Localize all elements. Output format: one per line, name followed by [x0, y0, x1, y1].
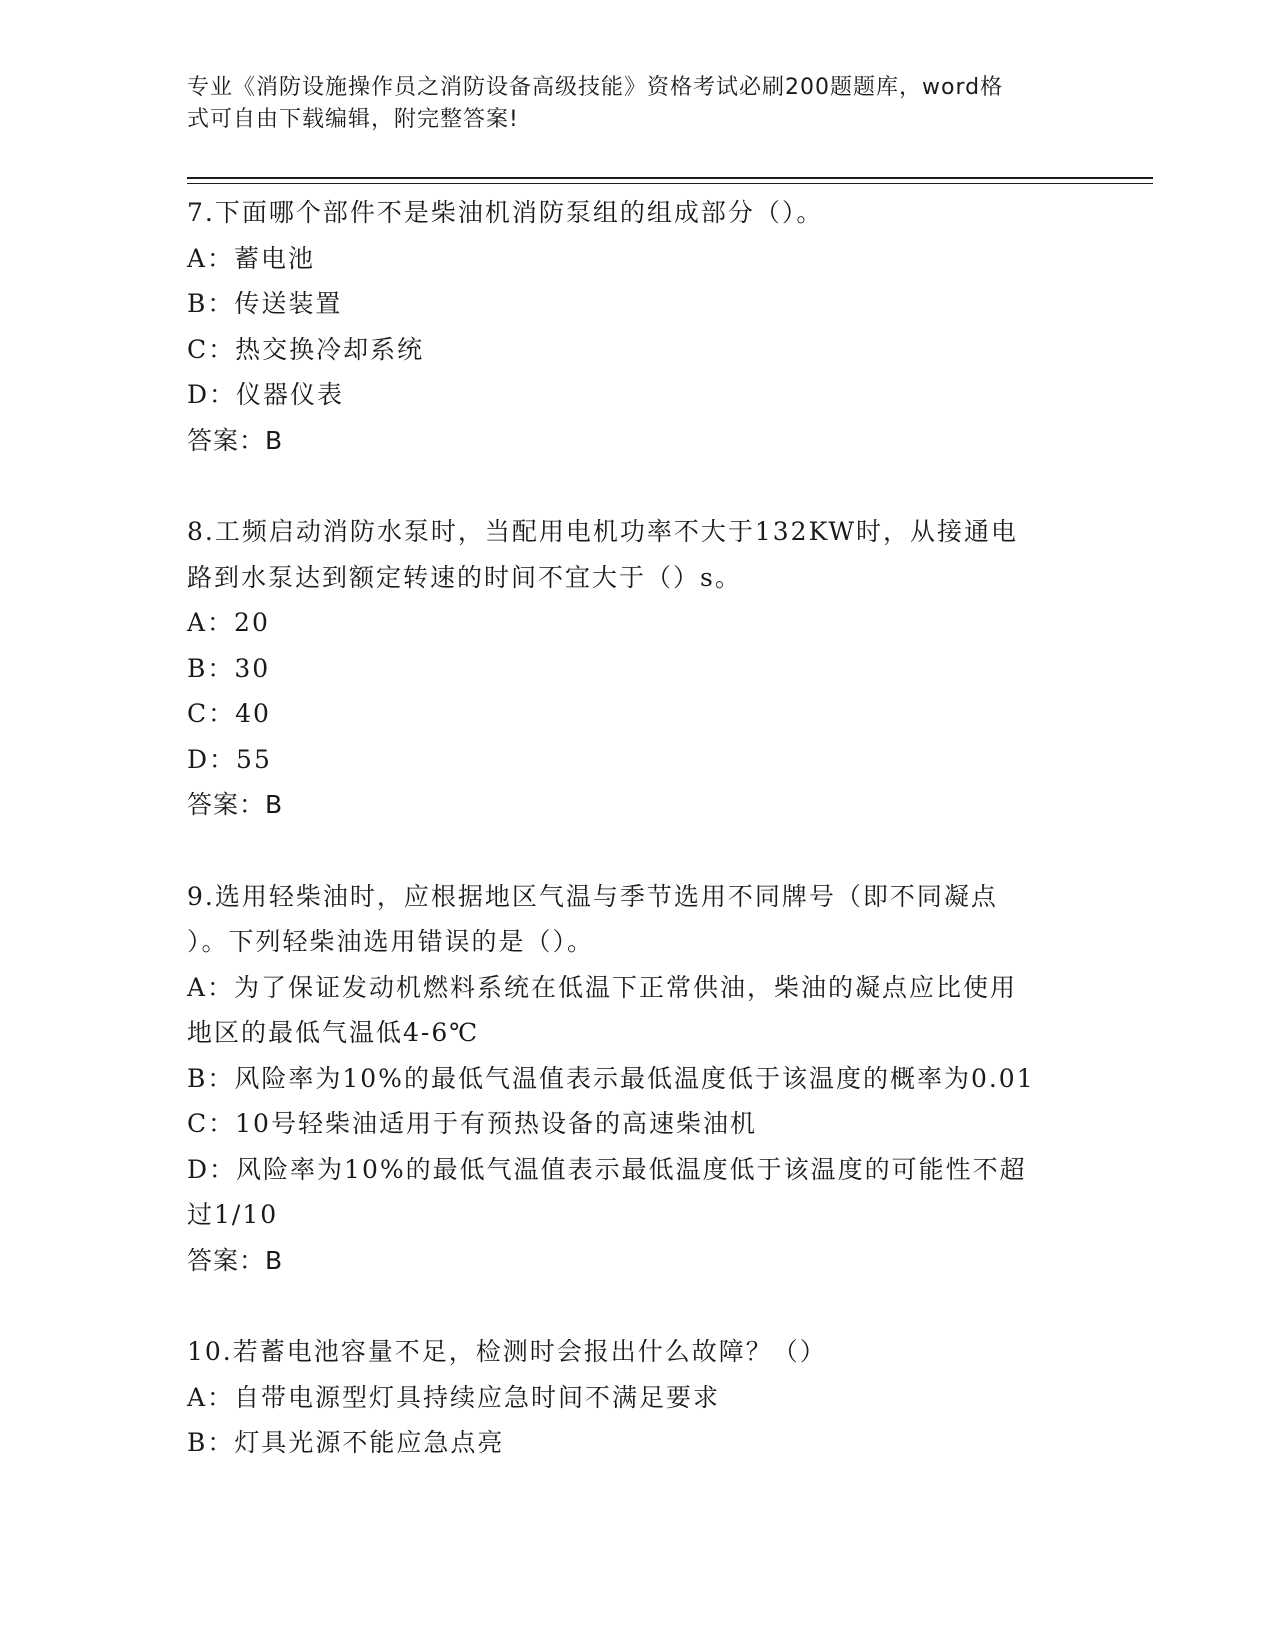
header-line-2: 式可自由下载编辑，附完整答案! — [187, 107, 519, 132]
header-divider-thin — [187, 183, 1153, 184]
option-d: D：仪器仪表 — [187, 380, 345, 409]
option-a: A：自带电源型灯具持续应急时间不满足要求 — [187, 1382, 721, 1412]
option-b: B：传送装置 — [187, 289, 343, 318]
question-7 — [187, 190, 1087, 463]
header-divider-thick — [187, 177, 1153, 179]
option-d-continued: 过1/10 — [187, 1200, 279, 1229]
question-stem: 10.若蓄电池容量不足，检测时会报出什么故障？（） — [187, 1337, 827, 1366]
document-header — [187, 72, 1067, 136]
option-a: A：为了保证发动机燃料系统在低温下正常供油，柴油的凝点应比使用 — [187, 972, 1018, 1002]
option-b: B：30 — [187, 653, 271, 683]
header-line-1: 专业《消防设施操作员之消防设备高级技能》资格考试必刷200题题库，word格 — [187, 75, 1004, 100]
option-a-continued: 地区的最低气温低4-6℃ — [187, 1018, 480, 1047]
question-spacer — [187, 828, 1087, 874]
option-d: D：风险率为10%的最低气温值表示最低温度低于该温度的可能性不超 — [187, 1154, 1027, 1184]
option-d: D：55 — [187, 744, 272, 774]
option-c: C：10号轻柴油适用于有预热设备的高速柴油机 — [187, 1109, 757, 1138]
answer-line: 答案：B — [187, 790, 284, 819]
option-a: A：蓄电池 — [187, 243, 316, 273]
question-stem-continued: ）。下列轻柴油选用错误的是（）。 — [187, 927, 595, 956]
question-spacer — [187, 463, 1087, 509]
option-c: C：40 — [187, 699, 271, 728]
option-a: A：20 — [187, 608, 270, 637]
question-9 — [187, 874, 1087, 1284]
question-stem: 8.工频启动消防水泵时，当配用电机功率不大于132KW时，从接通电 — [187, 517, 1019, 546]
question-10 — [187, 1329, 1087, 1466]
question-stem: 7.下面哪个部件不是柴油机消防泵组的组成部分（）。 — [187, 198, 824, 227]
option-b: B：风险率为10%的最低气温值表示最低温度低于该温度的概率为0.01 — [187, 1063, 1035, 1093]
question-stem: 9.选用轻柴油时，应根据地区气温与季节选用不同牌号（即不同凝点 — [187, 881, 998, 911]
option-b: B：灯具光源不能应急点亮 — [187, 1428, 505, 1457]
option-c: C：热交换冷却系统 — [187, 334, 425, 364]
question-stem-continued: 路到水泵达到额定转速的时间不宜大于（）s。 — [187, 562, 742, 592]
question-list — [187, 190, 1087, 1466]
question-spacer — [187, 1283, 1087, 1329]
answer-line: 答案：B — [187, 1245, 284, 1275]
answer-line: 答案：B — [187, 425, 284, 455]
question-8 — [187, 509, 1087, 828]
